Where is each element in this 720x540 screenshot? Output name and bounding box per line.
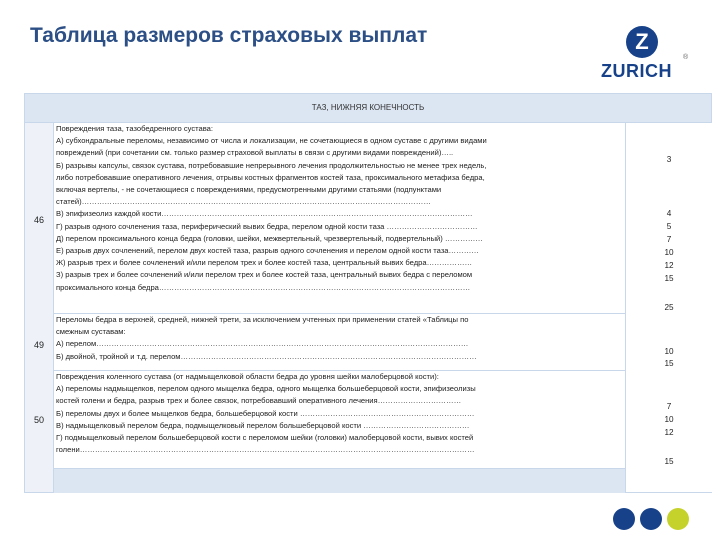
logo-wordmark: ZURICH <box>601 61 672 81</box>
row-number: 46 <box>33 215 44 225</box>
row-text: Повреждения коленного сустава (от надмыщелковой области бедра до уровня шейки малоберцовой кости): <box>56 372 439 381</box>
row-text: включая вертелы, - не сочетающиеся с повреждениями, предусмотренными другими статьями (подпунктами <box>56 185 442 195</box>
row-text: А) переломы надмыщелков, перелом одного мыщелка бедра, одного мыщелка большеберцовой кости, эпифизеолизы <box>56 384 476 394</box>
zurich-logo <box>598 26 694 84</box>
payout-value: 12 <box>664 261 674 270</box>
table-row <box>54 314 652 371</box>
payout-percent-column <box>625 123 712 492</box>
payout-value: 15 <box>664 359 674 368</box>
row-text: Б) переломы двух и более мыщелков бедра, большеберцовой кости …………………………………………………………… <box>56 408 475 418</box>
logo-emblem <box>626 26 658 58</box>
row-text: Б) двойной, тройной и т.д. перелом……………………………………………………………………………………………………… <box>56 351 477 361</box>
row-text: Б) разрывы капсулы, связок сустава, потребовавшие непрерывного лечения продолжительностью не менее трех недель, <box>56 160 487 170</box>
payout-value: 4 <box>666 209 672 218</box>
row-text: Д) перелом проксимального конца бедра (головки, шейки, межвертельный, чрезвертельный, подвертельный) …………… <box>56 233 483 243</box>
description-column <box>54 123 652 468</box>
row-text: В) надмыщелковый перелом бедра, подмыщелковый перелом большеберцовой кости …………………………………… <box>56 420 470 430</box>
row-text: Ж) разрыв трех и более сочленений и/или перелом трех и более костей таза, центральный вывих бедра……………… <box>56 258 473 268</box>
row-text: А) перелом………………………………………………………………………………………………………………………………… <box>56 339 469 349</box>
row-text: Е) разрыв двух сочленений, перелом двух костей таза, разрыв одного сочленения и перелом одной кости таза………… <box>56 246 479 256</box>
row-text: Повреждения таза, тазобедренного сустава: <box>56 124 214 133</box>
row-text: костей голени и бедра, разрыв трех и более связок, потребовавший оперативного лечения…………………………… <box>56 396 462 406</box>
payout-value: 25 <box>664 303 674 312</box>
row-text: либо потребовавшие оперативного лечения, отрывы костных фрагментов костей таза, проксимального метафиза бедра, <box>56 172 485 182</box>
table-row <box>54 123 652 314</box>
blue-dot-icon <box>640 508 662 530</box>
logo-letter: Z <box>635 29 649 54</box>
row-text: смежным суставам: <box>56 327 126 337</box>
row-text: В) эпифизеолиз каждой кости…………………………………………………………………………………………………………… <box>56 209 473 219</box>
payout-value: 5 <box>666 222 672 231</box>
blue-dot-icon <box>613 508 635 530</box>
row-text: статей)………………………………………………………………………………………………………………………… <box>56 197 431 207</box>
row-text: проксимального конца бедра…………………………………………………………………………………………………………… <box>56 282 471 292</box>
row-text: Переломы бедра в верхней, средней, нижней трети, за исключением учтенных при применении статей «Таблицы по <box>56 315 469 324</box>
row-text: З) разрыв трех и более сочленений и/или перелом трех и более костей таза, центральный вывих бедра с переломом <box>56 270 473 280</box>
payout-value: 10 <box>664 347 674 356</box>
brand-dots <box>613 508 693 530</box>
payout-value: 10 <box>664 248 674 257</box>
payout-table <box>24 93 712 493</box>
table-footer-strip <box>54 468 625 493</box>
payout-value: 15 <box>664 457 674 466</box>
row-number: 49 <box>33 340 44 350</box>
payout-value: 3 <box>666 155 672 164</box>
payout-value: 7 <box>666 235 672 244</box>
table-row <box>54 371 652 467</box>
row-number: 50 <box>33 415 44 425</box>
row-number-column <box>25 123 54 492</box>
payout-value: 12 <box>664 428 674 437</box>
green-dot-icon <box>667 508 689 530</box>
table-header: ТАЗ, НИЖНЯЯ КОНЕЧНОСТЬ <box>25 94 711 123</box>
row-text: Г) подмыщелковый перелом большеберцовой кости с переломом шейки (головки) малоберцовой кости, вывих костей <box>56 433 474 443</box>
registered-mark: ® <box>683 54 689 61</box>
row-text: повреждений (при сочетании см. только размер страховой выплаты в связи с другими видами повреждений)….. <box>56 148 454 158</box>
row-text: А) субхондральные переломы, независимо от числа и локализации, не сочетающиеся в одном суставе с другими видами <box>56 136 487 146</box>
row-text: Г) разрыв одного сочленения таза, периферический вывих бедра, перелом одной кости таза ……………………………… <box>56 221 478 231</box>
payout-value: 7 <box>666 402 672 411</box>
payout-value: 10 <box>664 415 674 424</box>
page-title: Таблица размеров страховых выплат <box>30 24 428 47</box>
payout-value: 15 <box>664 274 674 283</box>
row-text: голени………………………………………………………………………………………………………………………………………… <box>56 445 475 455</box>
